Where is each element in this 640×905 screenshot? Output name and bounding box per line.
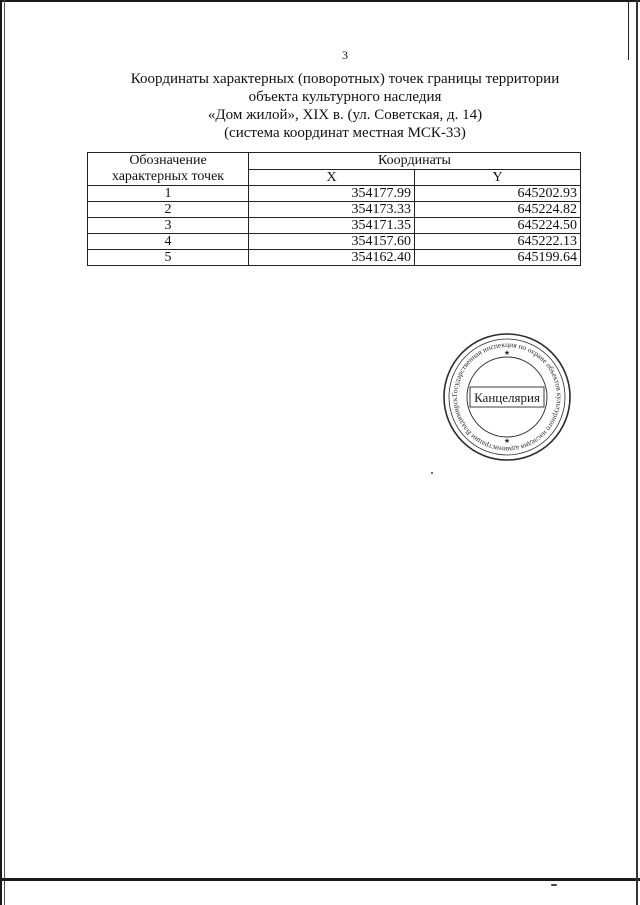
title-line-1: Координаты характерных (поворотных) точек границы территории bbox=[130, 71, 560, 87]
table-row bbox=[88, 234, 581, 250]
scan-speck bbox=[551, 884, 557, 886]
y-value: 645224.82 bbox=[415, 202, 581, 218]
x-value: 354177.99 bbox=[249, 186, 415, 202]
point-number: 2 bbox=[88, 202, 249, 218]
x-value: 354173.33 bbox=[249, 202, 415, 218]
header-x: X bbox=[249, 169, 415, 186]
stamp-star-icon: ★ bbox=[503, 349, 511, 357]
table-row bbox=[88, 250, 581, 266]
header-point-designation: Обозначение характерных точек bbox=[88, 153, 249, 186]
point-number: 1 bbox=[88, 186, 249, 202]
stamp-star-icon: ★ bbox=[503, 437, 511, 445]
title-line-2: объекта культурного наследия bbox=[248, 89, 442, 105]
table-row bbox=[88, 186, 581, 202]
x-value: 354157.60 bbox=[249, 234, 415, 250]
stamp-center-text: Канцелярия bbox=[474, 390, 540, 405]
title-line-4: (система координат местная МСК-33) bbox=[224, 125, 466, 141]
title-line-3: «Дом жилой», XIX в. (ул. Советская, д. 14) bbox=[207, 107, 483, 123]
header-y: Y bbox=[415, 169, 581, 186]
x-value: 354162.40 bbox=[249, 250, 415, 266]
point-number: 4 bbox=[88, 234, 249, 250]
y-value: 645224.50 bbox=[415, 218, 581, 234]
scan-speck bbox=[431, 472, 433, 474]
table-header-row bbox=[88, 153, 581, 170]
y-value: 645202.93 bbox=[415, 186, 581, 202]
point-number: 5 bbox=[88, 250, 249, 266]
y-value: 645199.64 bbox=[415, 250, 581, 266]
official-stamp bbox=[441, 331, 573, 463]
coordinates-table bbox=[87, 152, 581, 266]
y-value: 645222.13 bbox=[415, 234, 581, 250]
scan-border-top bbox=[0, 0, 640, 2]
table-row bbox=[88, 218, 581, 234]
table-row bbox=[88, 202, 581, 218]
stamp-ring-text: Государственная инспекция по охране объектов культурного наследия администрации Владимирск bbox=[449, 339, 565, 455]
x-value: 354171.35 bbox=[249, 218, 415, 234]
document-title bbox=[0, 70, 640, 142]
scan-border-bottom bbox=[0, 878, 640, 881]
page-number: 3 bbox=[342, 48, 348, 62]
header-coordinates: Координаты bbox=[249, 153, 581, 170]
point-number: 3 bbox=[88, 218, 249, 234]
